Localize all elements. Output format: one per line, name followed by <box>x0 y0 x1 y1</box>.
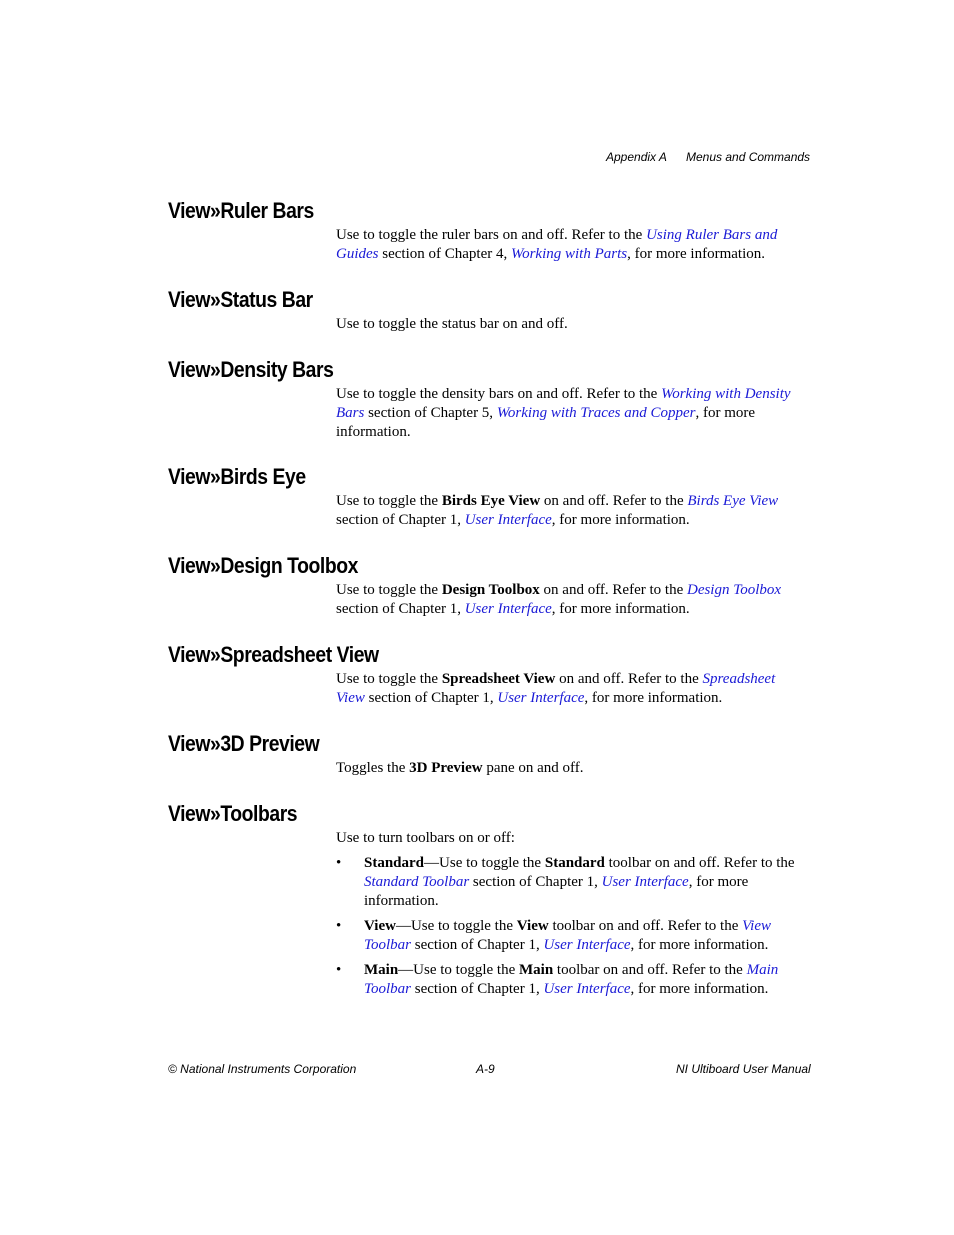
list-item <box>336 854 800 911</box>
running-header-title: Menus and Commands <box>686 150 811 164</box>
text: on and off. Refer to the <box>539 582 687 598</box>
text: section of Chapter 1, <box>336 601 465 617</box>
text: Use to toggle the <box>336 493 442 509</box>
section-birds-eye <box>168 464 808 530</box>
text: Use to toggle the <box>336 582 442 598</box>
section-spreadsheet-view <box>168 642 808 708</box>
intro-text: Use to turn toolbars on or off: <box>336 830 515 846</box>
section-toolbars <box>168 801 808 1005</box>
bold-term: View <box>364 918 396 934</box>
section-body <box>336 315 800 334</box>
text: Use to toggle the status bar on and off. <box>336 316 568 332</box>
section-3d-preview <box>168 731 808 778</box>
running-header-appendix: Appendix A <box>606 150 667 164</box>
text: —Use to toggle the <box>424 855 545 871</box>
text: Toggles the <box>336 760 410 776</box>
bold-term: View <box>516 918 549 934</box>
section-body <box>336 670 800 708</box>
footer-manual-title: NI Ultiboard User Manual <box>676 1062 811 1076</box>
text: , for more information. <box>551 601 690 617</box>
section-design-toolbox <box>168 553 808 619</box>
link-user-interface[interactable]: User Interface <box>464 512 552 528</box>
text: toolbar on and off. Refer to the <box>548 918 743 934</box>
link-view-toolbar[interactable]: View Toolbar <box>364 918 772 953</box>
text: , for more information. <box>551 512 690 528</box>
text: —Use to toggle the <box>398 962 519 978</box>
link-user-interface[interactable]: User Interface <box>601 874 689 890</box>
section-body <box>336 492 800 530</box>
section-body <box>336 226 800 264</box>
bold-term: Design Toolbox <box>441 582 540 598</box>
link-user-interface[interactable]: User Interface <box>543 981 631 997</box>
section-body <box>336 759 800 778</box>
section-ruler-bars <box>168 198 808 264</box>
footer-page-number: A-9 <box>476 1062 495 1076</box>
link-spreadsheet-view[interactable]: Spreadsheet View <box>336 671 776 706</box>
bold-term: Birds Eye View <box>441 493 541 509</box>
link-working-with-density-bars[interactable]: Working with Density Bars <box>336 386 791 421</box>
section-heading: View»Toolbars <box>168 801 298 826</box>
text: on and off. Refer to the <box>540 493 688 509</box>
bullet: • <box>336 918 342 934</box>
toolbar-list <box>336 854 800 999</box>
list-item <box>336 917 800 955</box>
section-heading: View»Spreadsheet View <box>168 642 379 667</box>
text: section of Chapter 4, <box>378 246 511 262</box>
section-body <box>336 829 800 999</box>
section-heading: View»3D Preview <box>168 731 320 756</box>
text: , for more information. <box>627 246 765 262</box>
bold-term: Standard <box>544 855 605 871</box>
text: —Use to toggle the <box>395 918 517 934</box>
text: , for more information. <box>584 690 723 706</box>
text: pane on and off. <box>482 760 584 776</box>
bold-term: Standard <box>364 855 425 871</box>
text: Use to toggle the density bars on and off. Refer to the <box>336 386 662 402</box>
section-density-bars <box>168 357 808 442</box>
list-item <box>336 961 800 999</box>
link-birds-eye-view[interactable]: Birds Eye View <box>687 493 779 509</box>
text: , for more information. <box>336 405 756 440</box>
text: , for more information. <box>630 937 769 953</box>
section-heading: View»Ruler Bars <box>168 198 314 223</box>
link-standard-toolbar[interactable]: Standard Toolbar <box>364 874 470 890</box>
bold-term: Main <box>519 962 554 978</box>
text: toolbar on and off. Refer to the <box>553 962 747 978</box>
link-user-interface[interactable]: User Interface <box>497 690 585 706</box>
section-heading: View»Status Bar <box>168 287 313 312</box>
text: on and off. Refer to the <box>555 671 703 687</box>
link-design-toolbox[interactable]: Design Toolbox <box>686 582 782 598</box>
bullet: • <box>336 962 342 978</box>
text: , for more information. <box>630 981 769 997</box>
bold-term: 3D Preview <box>409 760 483 776</box>
section-heading: View»Birds Eye <box>168 464 306 489</box>
bold-term: Spreadsheet View <box>441 671 556 687</box>
text: section of Chapter 1, <box>410 937 544 953</box>
link-working-with-traces[interactable]: Working with Traces and Copper <box>496 405 696 421</box>
bold-term: Main <box>364 962 399 978</box>
text: Use to toggle the ruler bars on and off. Refer to the <box>336 227 647 243</box>
section-heading: View»Density Bars <box>168 357 334 382</box>
text: section of Chapter 1, <box>469 874 602 890</box>
text: toolbar on and off. Refer to the <box>604 855 795 871</box>
link-using-ruler-bars[interactable]: Using Ruler Bars and Guides <box>336 227 778 262</box>
link-user-interface[interactable]: User Interface <box>543 937 631 953</box>
text: section of Chapter 1, <box>364 690 498 706</box>
link-main-toolbar[interactable]: Main Toolbar <box>364 962 779 997</box>
footer-copyright: © National Instruments Corporation <box>168 1062 357 1076</box>
text: section of Chapter 1, <box>336 512 465 528</box>
bullet: • <box>336 855 342 871</box>
link-working-with-parts[interactable]: Working with Parts <box>510 246 628 262</box>
text: Use to toggle the <box>336 671 442 687</box>
section-body <box>336 385 800 442</box>
section-heading: View»Design Toolbox <box>168 553 358 578</box>
link-user-interface[interactable]: User Interface <box>464 601 552 617</box>
text: , for more information. <box>364 874 749 909</box>
text: section of Chapter 5, <box>364 405 497 421</box>
section-status-bar <box>168 287 808 334</box>
section-body <box>336 581 800 619</box>
text: section of Chapter 1, <box>410 981 544 997</box>
